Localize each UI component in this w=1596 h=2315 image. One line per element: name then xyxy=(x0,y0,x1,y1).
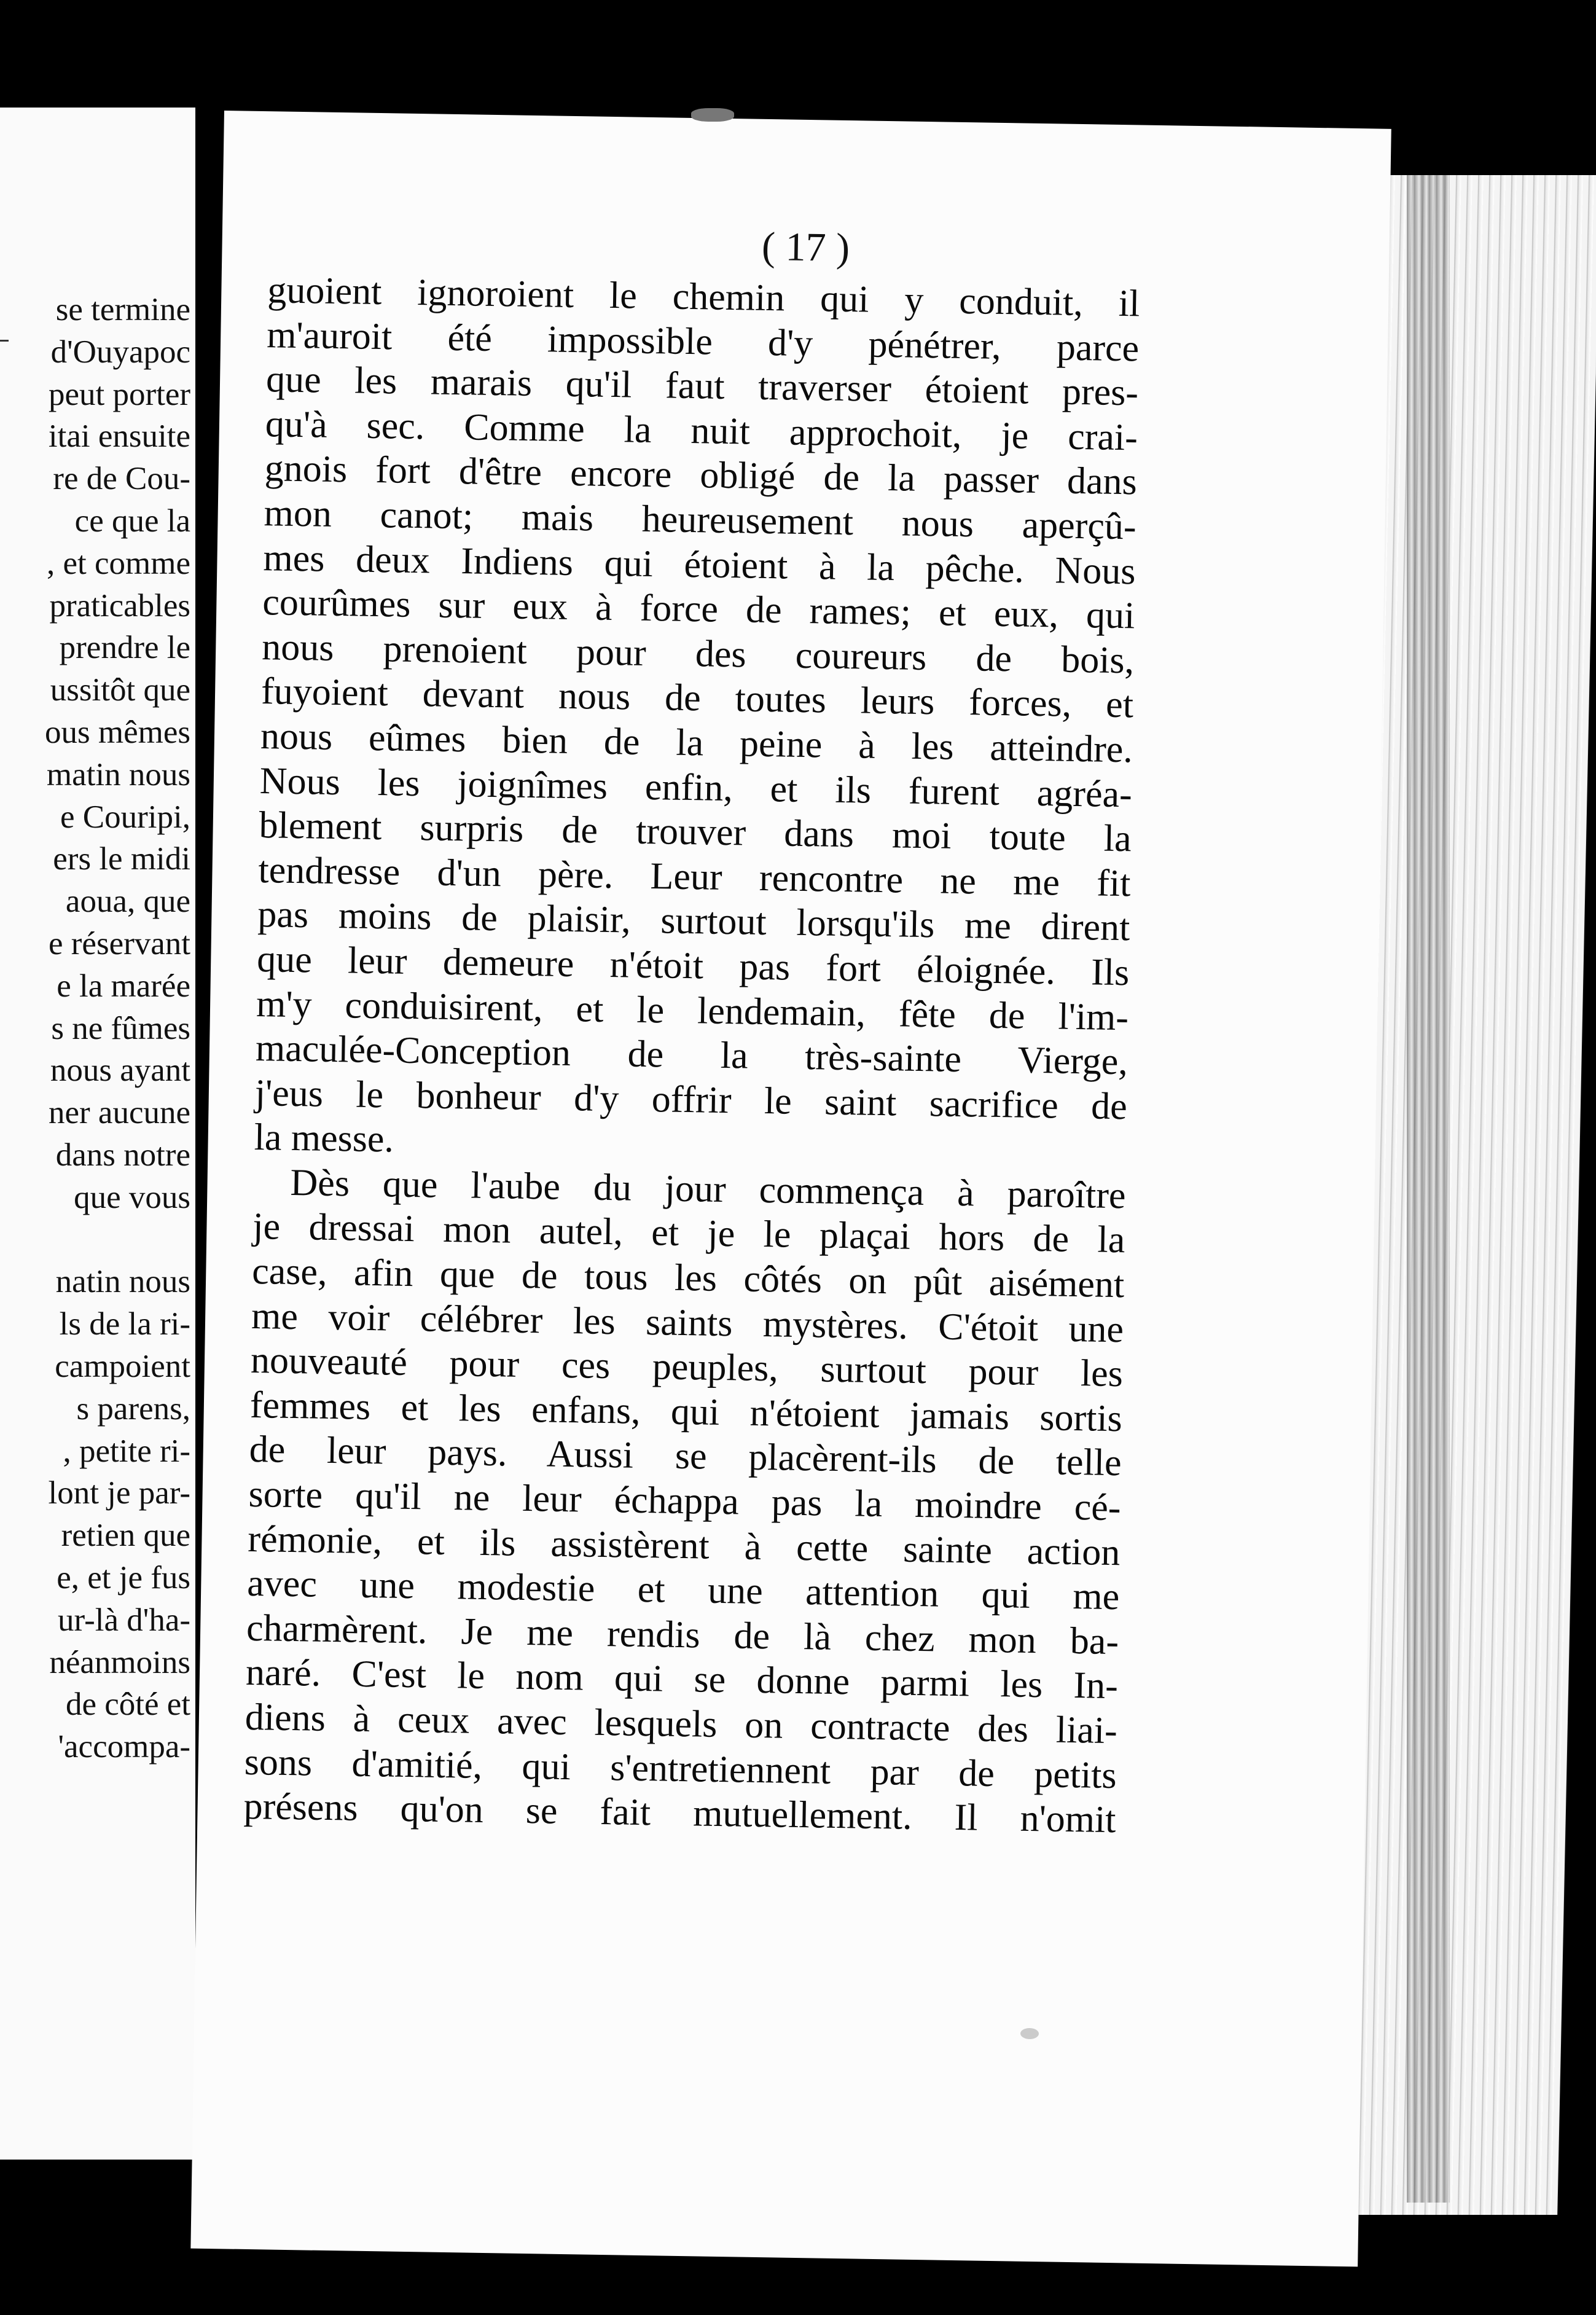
left-page-line: lont je par- xyxy=(48,1475,190,1511)
left-page-line: s ne fûmes xyxy=(51,1010,190,1046)
body-line: gnois fort d'être encore obligé de la passer dans xyxy=(264,447,1138,503)
body-line: que leur demeure n'étoit pas fort éloignée. Ils xyxy=(256,938,1130,994)
left-page-line: d'Ouyapoc xyxy=(50,334,190,370)
left-page-line: prendre le xyxy=(59,630,190,666)
body-line: nous prenoient pour des coureurs de bois, xyxy=(261,625,1135,682)
body-line: de leur pays. Aussi se placèrent-ils de telle xyxy=(249,1428,1122,1484)
body-line: mes deux Indiens qui étoient à la pêche. Nous xyxy=(263,536,1136,592)
left-page-line: e réservant xyxy=(49,925,190,962)
body-line: qu'à sec. Comme la nuit approchoit, je crai- xyxy=(265,402,1138,459)
body-line: naré. C'est le nom qui se donne parmi les In- xyxy=(245,1651,1119,1707)
left-page-line: de côté et xyxy=(65,1686,190,1723)
body-line: charmèrent. Je me rendis de là chez mon ba- xyxy=(246,1607,1119,1663)
body-line: Dès que l'aube du jour commença à paroître xyxy=(290,1161,1126,1217)
left-page-line: e la marée xyxy=(57,968,190,1004)
body-line: me voir célébrer les saints mystères. C'étoit une xyxy=(251,1295,1124,1350)
left-page-line: ers le midi xyxy=(53,841,190,877)
left-page-line: e, et je fus xyxy=(57,1559,190,1596)
left-page-line: néanmoins xyxy=(49,1644,190,1680)
left-page-text xyxy=(0,289,190,1768)
left-page-line: ls de la ri- xyxy=(59,1306,190,1342)
left-page-line: itai ensuite xyxy=(48,418,190,455)
left-page-line: campoient xyxy=(55,1348,190,1384)
left-page-line: que vous xyxy=(74,1179,190,1215)
body-line: avec une modestie et une attention qui me xyxy=(246,1562,1120,1618)
left-page-line: ussitôt que xyxy=(50,672,190,708)
left-page-line: nous ayant xyxy=(50,1052,190,1089)
body-line: tendresse d'un père. Leur rencontre ne me fit xyxy=(258,848,1131,905)
left-page-line: , et comme xyxy=(47,545,190,581)
body-line: maculée-Conception de la très-sainte Vierge, xyxy=(255,1027,1129,1083)
right-page xyxy=(190,111,1391,2266)
page-body-text xyxy=(243,268,1140,1843)
body-line: m'y conduisirent, et le lendemain, fête de l'im- xyxy=(256,982,1129,1038)
left-page-line: praticables xyxy=(49,587,190,624)
left-page-line: ur-là d'ha- xyxy=(58,1602,190,1638)
left-page-line: re de Cou- xyxy=(53,461,190,497)
left-page-line: s parens, xyxy=(76,1390,190,1427)
left-page-line: ce que la xyxy=(74,503,190,539)
left-page-line: peut porter xyxy=(48,376,190,412)
body-line: m'auroit été impossible d'y pénétrer, parce xyxy=(266,313,1140,370)
body-line: guoient ignoroient le chemin qui y conduit, il xyxy=(267,269,1140,325)
body-line: Nous les joignîmes enfin, et ils furent agréa- xyxy=(259,759,1133,815)
left-page-line: aoua, que xyxy=(65,883,190,920)
body-line: diens à ceux avec lesquels on contracte des liai- xyxy=(244,1696,1118,1752)
left-page-line: retien que xyxy=(61,1518,190,1554)
left-page-line: matin nous xyxy=(46,756,190,793)
left-page-line: dans notre xyxy=(55,1137,190,1173)
page-number: ( 17 ) xyxy=(761,224,850,271)
left-page-line: ner aucune xyxy=(49,1095,190,1131)
body-line: sons d'amitié, qui s'entretiennent par de petits xyxy=(244,1741,1117,1796)
body-line: femmes et les enfans, qui n'étoient jamais sortis xyxy=(249,1384,1123,1440)
left-page-line: e Couripi, xyxy=(60,799,190,835)
left-page-line xyxy=(0,1219,190,1261)
body-line: mon canot; mais heureusement nous aperçû- xyxy=(264,492,1137,548)
body-line: fuyoient devant nous de toutes leurs forces, et xyxy=(260,670,1134,726)
paper-speck xyxy=(1020,2028,1039,2039)
body-line: blement surpris de trouver dans moi toute la xyxy=(259,804,1132,860)
body-line: rémonie, et ils assistèrent à cette sainte action xyxy=(247,1518,1121,1573)
body-line: que les marais qu'il faut traverser étoient pres- xyxy=(265,358,1139,414)
binding-mark xyxy=(691,108,734,122)
body-line: je dressai mon autel, et je le plaçai hors de la xyxy=(252,1205,1125,1261)
body-line: j'eus le bonheur d'y offrir le saint sacrifice de xyxy=(254,1071,1128,1127)
body-line: présens qu'on se fait mutuellement. Il n'omit xyxy=(243,1785,1117,1841)
left-page-line: se termine xyxy=(55,292,190,327)
page-edges-shadow xyxy=(1407,175,1450,2203)
left-page-line: 'accompa- xyxy=(58,1729,190,1765)
left-page-line: , petite ri- xyxy=(63,1433,190,1469)
body-line: pas moins de plaisir, surtout lorsqu'ils me dirent xyxy=(257,893,1130,949)
body-line: la messe. xyxy=(254,1116,394,1161)
left-page-line: natin nous xyxy=(55,1264,190,1300)
body-line: courûmes sur eux à force de rames; et eux, qui xyxy=(262,581,1135,637)
left-page-line: ous mêmes xyxy=(45,714,190,750)
body-line: nouveauté pour ces peuples, surtout pour les xyxy=(250,1339,1124,1395)
body-line: sorte qu'il ne leur échappa pas la moindre cé- xyxy=(248,1473,1121,1529)
body-line: case, afin que de tous les côtés on pût aisément xyxy=(251,1250,1125,1306)
body-line: nous eûmes bien de la peine à les atteindre. xyxy=(260,715,1133,771)
